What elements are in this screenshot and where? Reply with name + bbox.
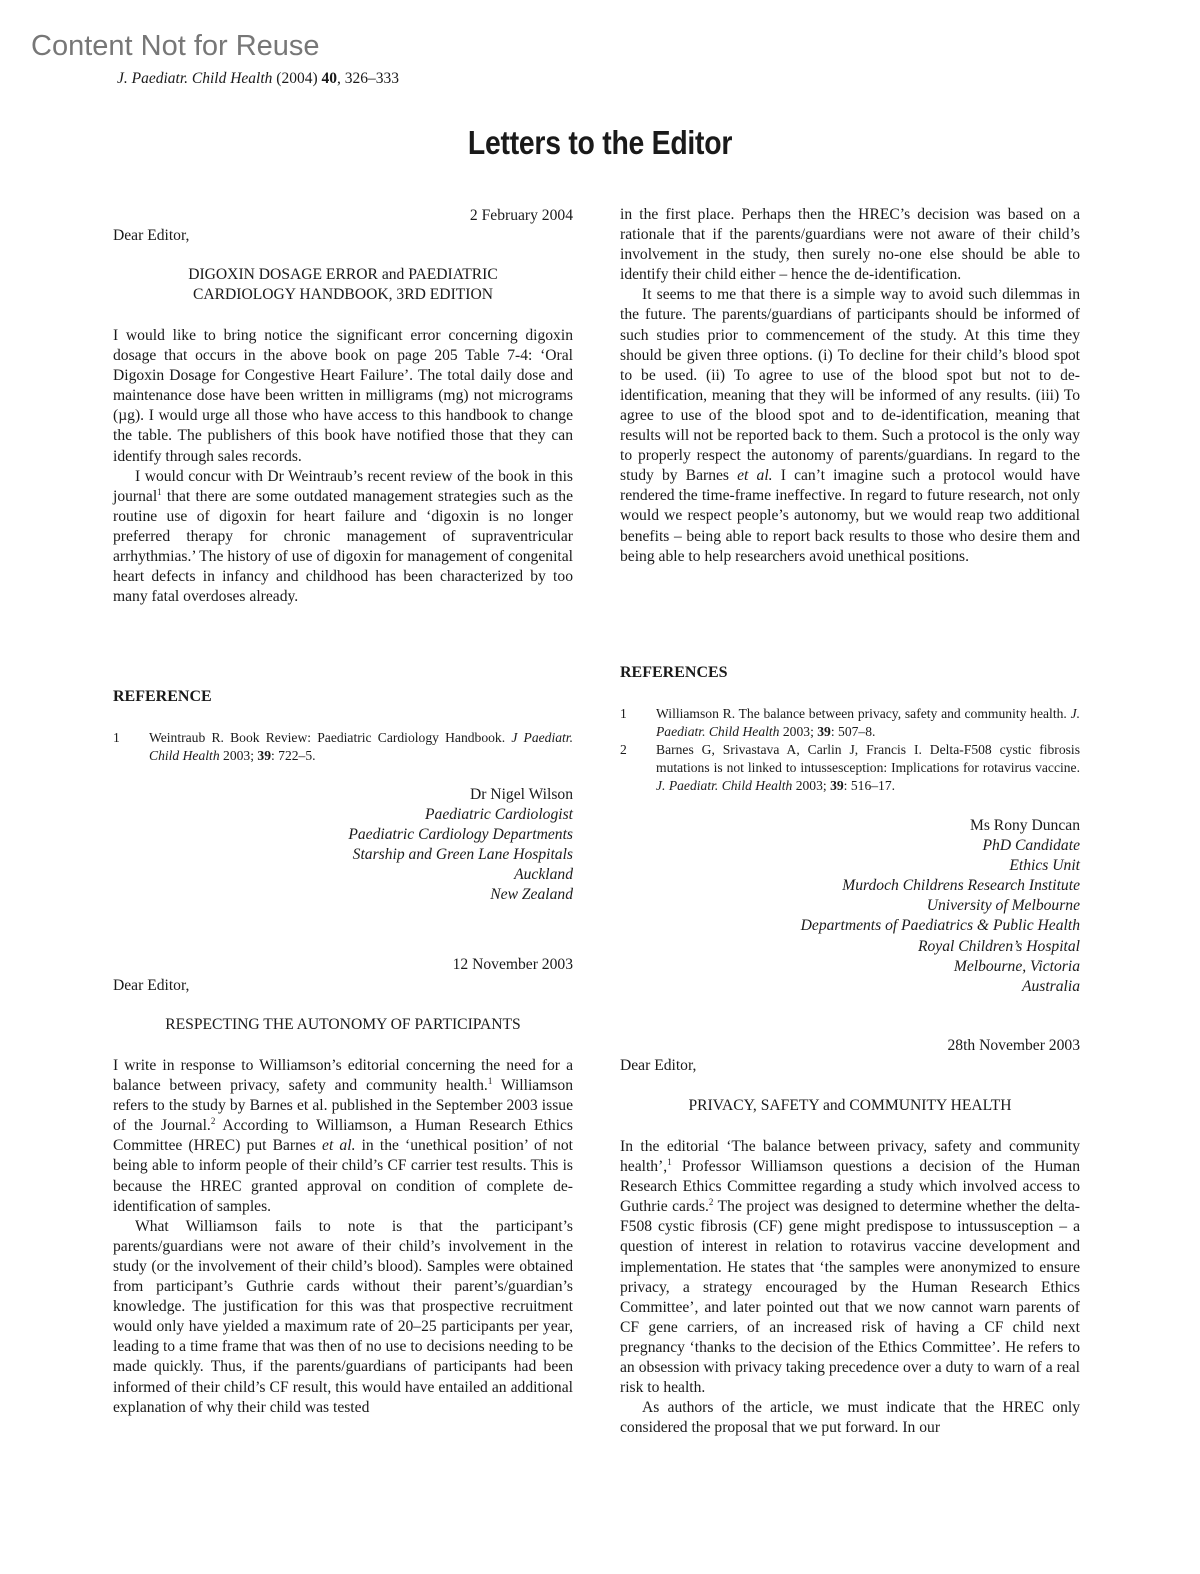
bold-text: 39 (257, 748, 271, 763)
reference-item (113, 729, 573, 765)
author-name: Dr Nigel Wilson (469, 786, 573, 803)
journal-year: (2004) (272, 70, 322, 87)
bold-text: 39 (817, 724, 831, 739)
author-affiliation: Auckland (514, 866, 573, 884)
letter2-date: 12 November 2003 (452, 956, 573, 973)
italic-text: J Paediatr. Child Health (149, 730, 573, 763)
letter2-heading: RESPECTING THE AUTONOMY OF PARTICIPANTS (165, 1016, 521, 1033)
reference-text (656, 705, 1080, 741)
text-run: I can’t imagine such a protocol would have rendered the time-frame ineffective. In regard to future research, not only would we respect people’s autonomy, but we would reap two additional benefits – being able to report back results to those who desire them and being able to help researchers avoid unethical positions. (620, 467, 1080, 565)
text-run: in the first place. Perhaps then the HREC’s decision was based on a rationale that if the parents/guardians were not aware of their child’s involvement in the study, then surely no-one else should be able to identify their child either – hence the de-identification. (620, 206, 1080, 284)
watermark: Content Not for Reuse (31, 30, 320, 62)
author-name: Ms Rony Duncan (969, 817, 1080, 834)
text-run: 2003; (792, 778, 831, 793)
letter1-salutation: Dear Editor, (113, 227, 190, 244)
text-run: Professor Williamson questions a decision of the Human Research Ethics Committee regarding a study which involved access to Guthrie cards. (620, 1158, 1080, 1216)
text-run: : 722–5. (270, 748, 316, 763)
letter3-heading: PRIVACY, SAFETY and COMMUNITY HEALTH (688, 1097, 1012, 1114)
journal-name: J. Paediatr. Child Health (117, 70, 273, 87)
text-run: Weintraub R. Book Review: Paediatric Cardiology Handbook. (149, 730, 512, 745)
text-run: that there are some outdated management strategies such as the routine use of digoxin for heart failure and ‘digoxin is no longer preferred therapy for chronic management of supraventricular arrhythmias.’ The history of use of digoxin for management of congenital heart defects in infancy and childhood has been characterized by too many fatal overdoses already. (113, 487, 573, 606)
italic-text: et al. (737, 467, 773, 485)
reference-text (656, 741, 1080, 795)
heading-line: DIGOXIN DOSAGE ERROR and PAEDIATRIC (188, 266, 498, 283)
paragraph (620, 1398, 1080, 1438)
heading-line: CARDIOLOGY HANDBOOK, 3RD EDITION (192, 286, 493, 304)
author-affiliation: Australia (1021, 977, 1080, 995)
text-run: According to Williamson, a Human Research Ethics Committee (HREC) put Barnes (113, 1117, 573, 1155)
journal-volume: 40 (321, 70, 337, 87)
letter2-salutation: Dear Editor, (113, 977, 190, 994)
text-run: Barnes G, Srivastava A, Carlin J, Francis I. Delta-F508 cystic fibrosis mutations is not linked to intussesception: Implications for rotavirus vaccine. (656, 742, 1080, 775)
author-affiliation: Royal Children’s Hospital (917, 937, 1080, 955)
paragraph (113, 467, 573, 608)
author-affiliation: Murdoch Childrens Research Institute (842, 877, 1080, 895)
text-run: 2003; (779, 724, 818, 739)
italic-text: J. Paediatr. Child Health (656, 706, 1080, 739)
text-run: As authors of the article, we must indicate that the HREC only considered the proposal that we put forward. In our (620, 1399, 1080, 1437)
author-affiliation: New Zealand (490, 886, 573, 904)
letter1-heading (113, 265, 573, 305)
reference-number: 1 (620, 706, 627, 721)
paragraph (620, 205, 1080, 285)
text-run: 2003; (219, 748, 258, 763)
reference-number: 2 (620, 742, 627, 757)
reference-item (620, 705, 1080, 741)
reference-item (620, 741, 1080, 795)
journal-pages: , 326–333 (337, 70, 399, 87)
author-affiliation: Paediatric Cardiology Departments (348, 826, 573, 844)
text-run: : 507–8. (830, 724, 876, 739)
paragraph (113, 1056, 573, 1217)
paragraph (620, 285, 1080, 566)
letter1-references (113, 729, 573, 765)
letter2-body-right (620, 205, 1080, 567)
letter1-reference-heading: REFERENCE (113, 688, 212, 705)
bold-text: 39 (830, 778, 844, 793)
text-run: Williamson R. The balance between privacy, safety and community health. (656, 706, 1071, 721)
citation-superscript: 1 (157, 486, 162, 497)
author-affiliation: University of Melbourne (926, 897, 1080, 915)
reference-text (149, 729, 573, 765)
text-run: in the ‘unethical position’ of not being able to inform people of their child’s CF carrier test results. This is because the HREC granted approval on condition of complete de-identification of samples. (113, 1137, 574, 1215)
letter1-body (113, 326, 573, 607)
text-run: : 516–17. (843, 778, 896, 793)
letter3-salutation: Dear Editor, (620, 1057, 697, 1074)
letter1-date: 2 February 2004 (469, 207, 573, 224)
text-run: It seems to me that there is a simple way to avoid such dilemmas in the future. The parents/guardians of participants should be informed of such studies prior to commencement of the study. At this time they should be given three options. (i) To decline for their child’s blood spot to be used. (ii) To agree to use of the blood spot but not to de-identification, meaning that they will be informed of any results. (iii) To agree to use of the blood spot and to de-identification, meaning that results will not be reported back to them. Such a protocol is the only way to properly respect the autonomy of parents/guardians. In regard to the study by Barnes (620, 286, 1080, 485)
letter2-signature (620, 816, 1080, 997)
journal-citation (117, 70, 399, 88)
citation-superscript: 1 (667, 1156, 672, 1167)
letter2-references (620, 705, 1080, 795)
letter3-date: 28th November 2003 (947, 1037, 1080, 1054)
author-affiliation: PhD Candidate (982, 837, 1080, 855)
paragraph (113, 326, 573, 467)
citation-superscript: 1 (487, 1075, 493, 1086)
reference-number: 1 (113, 730, 120, 745)
text-run: In the editorial ‘The balance between privacy, safety and community health’, (620, 1138, 1080, 1176)
letter2-body-left (113, 1056, 573, 1418)
citation-superscript: 2 (210, 1116, 216, 1127)
italic-text: J. Paediatr. Child Health (656, 778, 793, 793)
author-affiliation: Paediatric Cardiologist (425, 806, 573, 824)
author-affiliation: Melbourne, Victoria (953, 957, 1080, 975)
author-affiliation: Ethics Unit (1009, 857, 1080, 875)
text-run: I write in response to Williamson’s editorial concerning the need for a balance between privacy, safety and community health. (113, 1057, 573, 1095)
letter2-references-heading: REFERENCES (620, 664, 728, 681)
letter3-body (620, 1137, 1080, 1438)
letter1-signature (113, 785, 573, 906)
text-run: What Williamson fails to note is that the participant’s parents/guardians were not aware of their child’s involvement in the study (or the involvement of their child’s blood). Samples were obtained from participant’s Guthrie cards without their parent’s/guardian’s knowledge. The justification for this was that prospective recruitment would only have yielded a maximum rate of 20–25 participants per year, leading to a time frame that was then of no use to decisions needing to be made quickly. Thus, if the parents/guardians of participants had been informed of their child’s CF result, this would have entailed an additional explanation of why their child was tested (113, 1217, 573, 1416)
text-run: I would like to bring notice the significant error concerning digoxin dosage that occurs in the above book on page 205 Table 7-4: ‘Oral Digoxin Dosage for Congestive Heart Failure’. The total daily dose and maintenance dose have been written in milligrams (mg) not micrograms (µg). I would urge all those who have access to this handbook to change the table. The publishers of this book have notified those that they can identify through sales records. (113, 327, 573, 465)
text-run: I would concur with Dr Weintraub’s recent review of the book in this journal (113, 467, 573, 505)
italic-text: et al. (322, 1137, 356, 1155)
author-affiliation: Starship and Green Lane Hospitals (352, 846, 573, 864)
text-run: The project was designed to determine whether the delta-F508 cystic fibrosis (CF) gene might predispose to intussusception – a question of interest in relation to rotavirus vaccine development and implementation. He states that ‘the samples were anonymized to ensure privacy, a strategy encouraged by the Human Research Ethics Committee’, and later pointed out that we now cannot warn parents of CF gene carriers, of an increased risk of having a CF child next pregnancy ‘thanks to the decision of the Ethics Committee’. He refers to an obsession with privacy taking precedence over a duty to warn of a real risk to health. (620, 1198, 1080, 1397)
citation-superscript: 2 (708, 1197, 714, 1208)
page-title: Letters to the Editor (467, 124, 733, 161)
paragraph (113, 1217, 573, 1418)
text-run: Williamson refers to the study by Barnes et al. published in the September 2003 issue of the Journal. (113, 1077, 573, 1135)
author-affiliation: Departments of Paediatrics & Public Health (800, 917, 1080, 935)
paragraph (620, 1137, 1080, 1398)
